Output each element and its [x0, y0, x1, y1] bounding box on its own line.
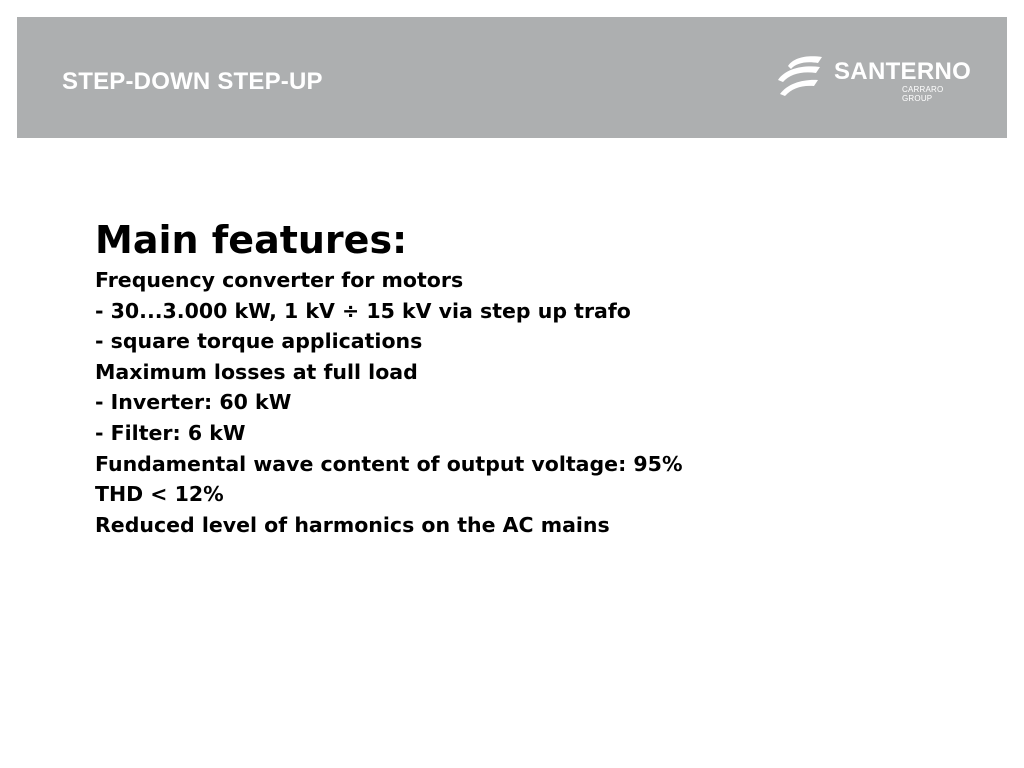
- content-heading: Main features:: [95, 218, 408, 262]
- santerno-mark-icon: [774, 54, 826, 98]
- feature-line: - Filter: 6 kW: [95, 420, 246, 445]
- logo-subtitle: CARRARO GROUP: [902, 85, 944, 103]
- feature-list: [95, 265, 955, 540]
- feature-line: Frequency converter for motors: [95, 268, 464, 292]
- feature-line: - 30...3.000 kW, 1 kV ÷ 15 kV via step up trafo: [95, 298, 631, 323]
- feature-line: Maximum losses at full load: [95, 359, 418, 384]
- santerno-logo: [774, 54, 974, 104]
- main-content: [95, 215, 955, 540]
- feature-line: Fundamental wave content of output voltage: 95%: [95, 451, 683, 476]
- feature-line: THD < 12%: [95, 482, 224, 507]
- logo-name: SANTERNO: [834, 58, 972, 85]
- slide-title: STEP-DOWN STEP-UP: [62, 68, 323, 95]
- feature-line: - Inverter: 60 kW: [95, 390, 292, 415]
- header-band: [17, 17, 1007, 138]
- feature-line: Reduced level of harmonics on the AC mains: [95, 512, 610, 537]
- feature-line: - square torque applications: [95, 329, 423, 354]
